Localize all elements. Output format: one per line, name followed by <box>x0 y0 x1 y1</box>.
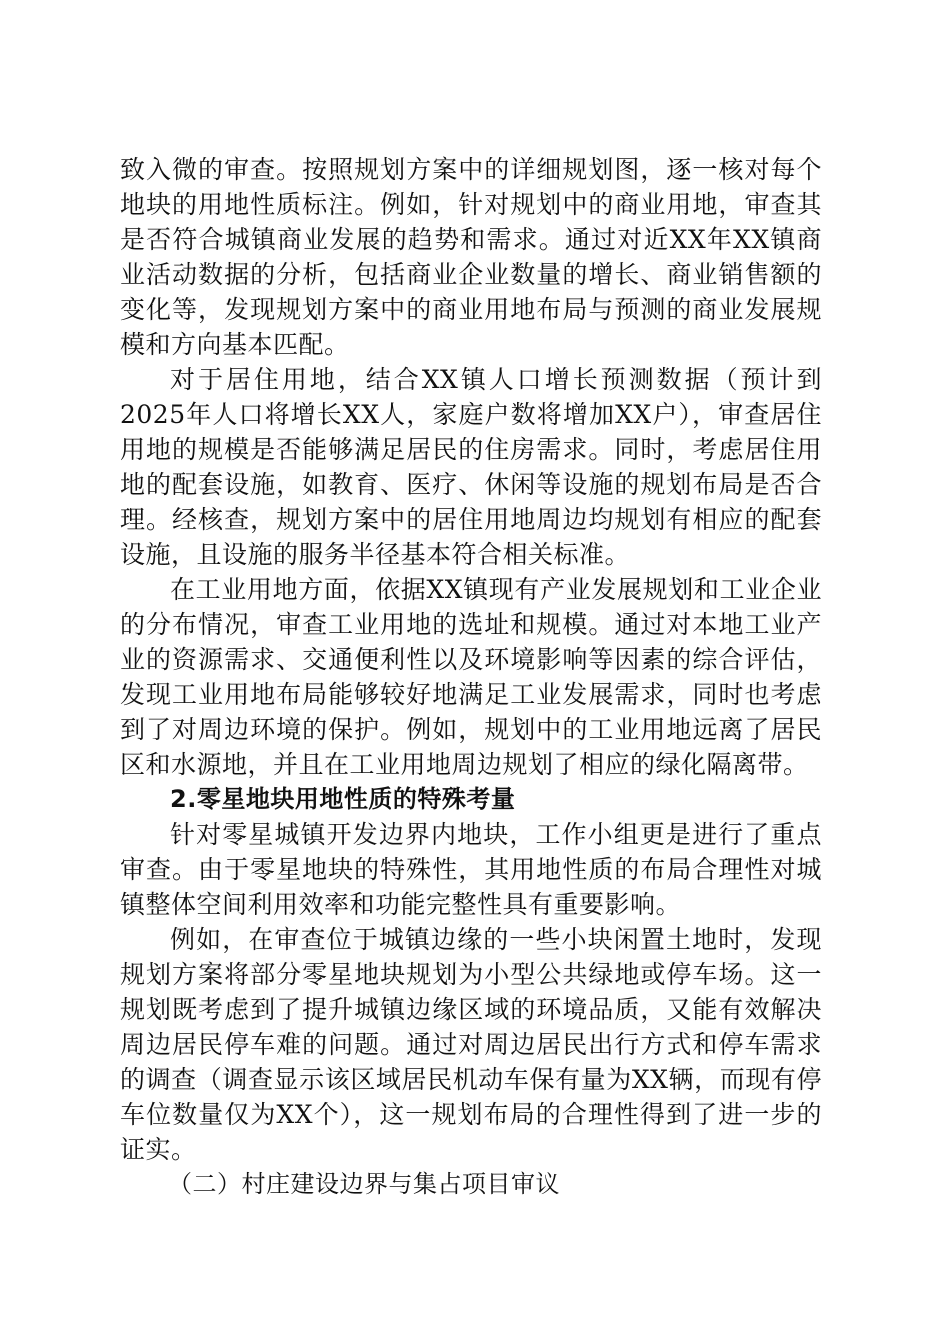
paragraph-commercial-land: 致入微的审查。按照规划方案中的详细规划图，逐一核对每个地块的用地性质标注。例如，针对规划中的商业用地，审查其是否符合城镇商业发展的趋势和需求。通过对近XX年XX镇商业活动数据的分析，包括商业企业数量的增长、商业销售额的变化等，发现规划方案中的商业用地布局与预测的商业发展规模和方向基本匹配。 <box>120 155 822 359</box>
paragraph-industrial-land: 在工业用地方面，依据XX镇现有产业发展规划和工业企业的分布情况，审查工业用地的选址和规模。通过对本地工业产业的资源需求、交通便利性以及环境影响等因素的综合评估，发现工业用地布局能够较好地满足工业发展需求，同时也考虑到了对周边环境的保护。例如，规划中的工业用地远离了居民区和水源地，并且在工业用地周边规划了相应的绿化隔离带。 <box>120 575 822 779</box>
paragraph-scattered-plots-review: 针对零星城镇开发边界内地块，工作小组更是进行了重点审查。由于零星地块的特殊性，其用地性质的布局合理性对城镇整体空间利用效率和功能完整性具有重要影响。 <box>120 820 822 919</box>
section-heading-village-boundary: （二）村庄建设边界与集占项目审议 <box>168 1170 560 1198</box>
paragraph-scattered-plots-example: 例如，在审查位于城镇边缘的一些小块闲置土地时，发现规划方案将部分零星地块规划为小型公共绿地或停车场。这一规划既考虑到了提升城镇边缘区域的环境品质，又能有效解决周边居民停车难的问题。通过对周边居民出行方式和停车需求的调查（调查显示该区域居民机动车保有量为XX辆，而现有停车位数量仅为XX个），这一规划布局的合理性得到了进一步的证实。 <box>120 925 822 1164</box>
document-page <box>120 152 822 1202</box>
paragraph-residential-land: 对于居住用地，结合XX镇人口增长预测数据（预计到2025年人口将增长XX人，家庭户数将增加XX户），审查居住用地的规模是否能够满足居民的住房需求。同时，考虑居住用地的配套设施，如教育、医疗、休闲等设施的规划布局是否合理。经核查，规划方案中的居住用地周边均规划有相应的配套设施，且设施的服务半径基本符合相关标准。 <box>120 365 822 569</box>
subheading-scattered-plots: 2.零星地块用地性质的特殊考量 <box>170 785 516 813</box>
